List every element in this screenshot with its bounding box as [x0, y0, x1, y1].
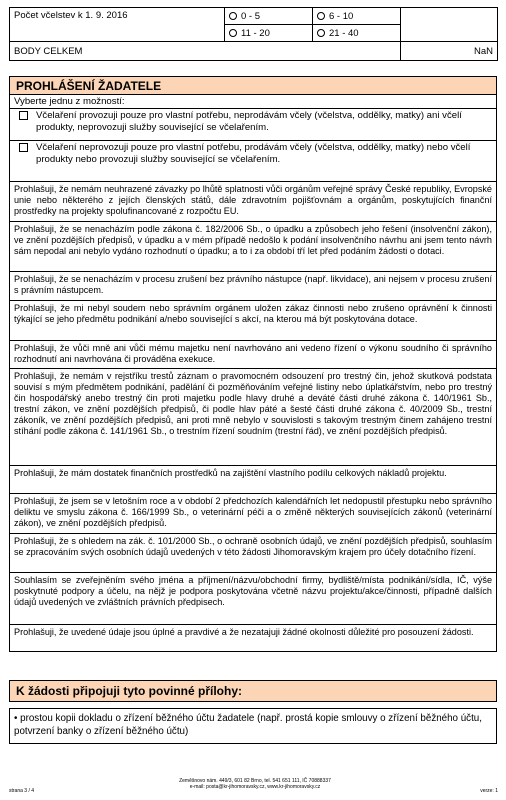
footer-address-line-2: e-mail: posta@kr-jihomoravsky.cz, www.kr-jihomoravsky.cz: [189, 784, 321, 790]
radio-icon[interactable]: [317, 12, 325, 20]
statement-veterinary: Prohlašuji, že jsem se v letošním roce a v období 2 předchozích kalendářních let nedopustil přestupku nebo správního deliktu ve smyslu zákona č. 166/1999 Sb., o veterinární péči a o změně některých souvisejících zákonů (veterinární zákon), ve znění pozdějších předpisů.: [9, 494, 497, 534]
empty-cell: [401, 8, 498, 42]
checkbox-icon[interactable]: [19, 111, 28, 120]
choose-label: Vyberte jednu z možností:: [9, 95, 497, 109]
checkbox-icon[interactable]: [19, 143, 28, 152]
radio-icon[interactable]: [317, 29, 325, 37]
footer-page-number: strana 3 / 4: [9, 788, 35, 794]
footer-address: [120, 778, 390, 790]
radio-icon[interactable]: [229, 12, 237, 20]
statement-publication: Souhlasím se zveřejněním svého jména a příjmení/názvu/obchodní firmy, bydliště/místa podnikání/sídla, IČ, výše poskytnuté podpory a účelu, na nějž je podpora poskytována včetně názvu projektu/akce/činnosti, případně dalších údajů uvedených ve zvláštních právních předpisech.: [9, 573, 497, 625]
footer-address-line-1: Zeměšnovo nám. 449/3, 601 82 Brno, tel. 541 651 111, IČ 70888337: [179, 778, 331, 784]
attachments-title: K žádosti připojuji tyto povinné přílohy:: [9, 680, 497, 702]
attachments-list: [9, 708, 497, 744]
range-option-3[interactable]: 11 - 20: [225, 25, 313, 42]
statement-personal-data: Prohlašuji, že s ohledem na zák. č. 101/2000 Sb., o ochraně osobních údajů, ve znění pozdějších předpisů, souhlasím se zpracováním svých osobních údajů uvedených v této žádosti Jihomoravským krajem pro účely dotačního řízení.: [9, 534, 497, 573]
statement-funds: Prohlašuji, že mám dostatek finančních prostředků na zajištění vlastního podílu celkových nákladů projektu.: [9, 466, 497, 494]
statement-debts: Prohlašuji, že nemám neuhrazené závazky po lhůtě splatnosti vůči orgánům veřejné správy České republiky, Evropské unie nebo některého z jejích členských států, dále zdravotním pojišťovnám a orgánům, poskytujících finanční prostředky na projekty spolufinancované z rozpočtu EU.: [9, 182, 497, 222]
statement-truthfulness: Prohlašuji, že uvedené údaje jsou úplné a pravdivé a že nezatajuji žádné okolnosti důležité pro posouzení žádosti.: [9, 625, 497, 652]
declaration-title: PROHLÁŠENÍ ŽADATELE: [9, 76, 497, 95]
statement-dissolution: Prohlašuji, že se nenacházím v procesu zrušení bez právního nástupce (např. likvidace), ani nejsem v procesu zrušení s právním nástupcem.: [9, 272, 497, 301]
statement-execution: Prohlašuji, že vůči mně ani vůči mému majetku není navrhováno ani vedeno řízení o výkonu soudního či správního rozhodnutí ani navrhována či prováděna exekuce.: [9, 341, 497, 369]
bee-count-table: [9, 7, 497, 61]
statement-activity-ban: Prohlašuji, že mi nebyl soudem nebo správním orgánem uložen zákaz činnosti nebo zrušeno oprávnění k činnosti týkající se jeho předmětu podnikání a/nebo související s akcí, na kterou má být poskytována dotace.: [9, 301, 497, 341]
option-own-use[interactable]: Včelaření provozuji pouze pro vlastní potřebu, neprodávám včely (včelstva, oddělky, matky) ani včelí produkty, neprovozuji služby související se včelařením.: [9, 109, 497, 141]
range-option-1[interactable]: 0 - 5: [225, 8, 313, 25]
statement-insolvency: Prohlašuji, že se nenacházím podle zákona č. 182/2006 Sb., o úpadku a způsobech jeho řešení (insolvenční zákon), ve znění pozdějších předpisů, v úpadku a v mém případě nedošlo k podání insolvenčního návrhu ani jsem tento návrh sám nepodal ani nebylo vydáno rozhodnutí o úpadku; a to i za období tří let před podáním žádosti o dotaci.: [9, 222, 497, 272]
declaration-section: [9, 76, 497, 652]
range-option-2[interactable]: 6 - 10: [313, 8, 401, 25]
footer-version: verze: 1: [480, 788, 498, 794]
radio-icon[interactable]: [229, 29, 237, 37]
option-commercial[interactable]: Včelaření neprovozuji pouze pro vlastní potřebu, prodávám včely (včelstva, oddělky, matky) nebo včelí produkty nebo provozuji služby související se včelařením.: [9, 141, 497, 182]
score-value: NaN: [401, 42, 498, 61]
score-label: BODY CELKEM: [10, 42, 401, 61]
range-option-4[interactable]: 21 - 40: [313, 25, 401, 42]
attachment-item: • prostou kopii dokladu o zřízení běžného účtu žadatele (např. prostá kopie smlouvy o zřízení běžného účtu, potvrzení banky o zřízení běžného účtu): [14, 713, 482, 737]
statement-criminal-record: Prohlašuji, že nemám v rejstříku trestů záznam o pravomocném odsouzení pro trestný čin, jehož skutková podstata souvisí s mým předmětem podnikání, padělání či pozměňováním veřejné listiny nebo úplatkářstvím, nebo pro trestný čin hospodářský anebo trestný čin proti majetku podle hlavy druhé a deváté části druhé zákona č. 140/1961 Sb., trestní zákon, ve znění pozdějších předpisů, či podle hlav páté a šesté části druhé zákona č. 40/2009 Sb., trestní zákoník, ve znění pozdějších předpisů, ani proti mně nebylo v souvislosti s takovým trestným činem zahájeno trestní stíhání podle zákona č. 141/1961 Sb., o trestním řízení soudním (trestní řád), ve znění pozdějších předpisů.: [9, 369, 497, 466]
bee-count-label: Počet včelstev k 1. 9. 2016: [10, 8, 225, 42]
